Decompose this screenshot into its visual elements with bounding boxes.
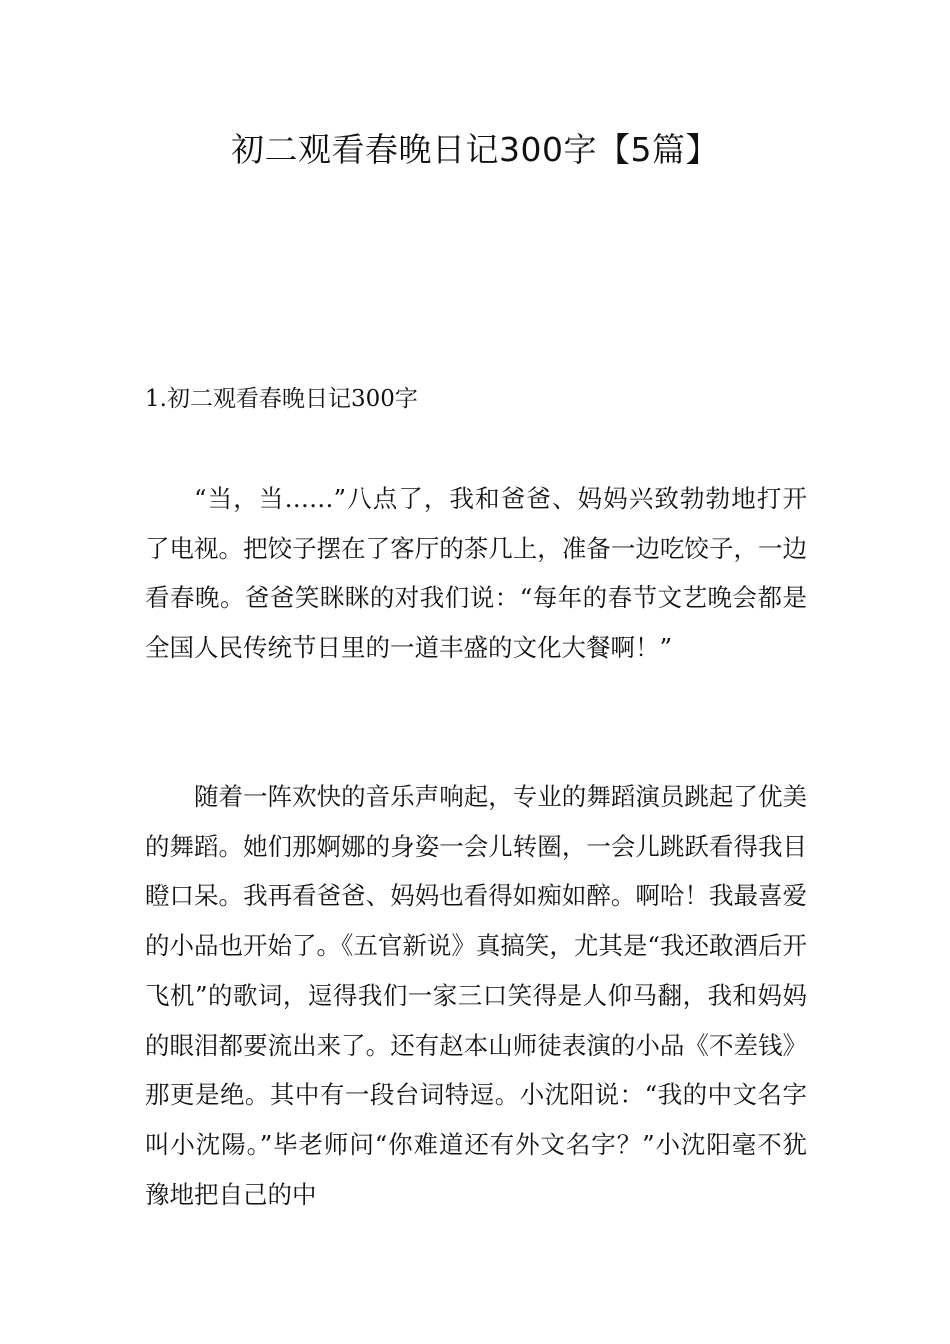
body-paragraph-1: “当，当……”八点了，我和爸爸、妈妈兴致勃勃地打开了电视。把饺子摆在了客厅的茶几上，准备一边吃饺子，一边看春晚。爸爸笑眯眯的对我们说：“每年的春节文艺晚会都是全国人民传统节日里的一道丰盛的文化大餐啊！” <box>145 484 807 663</box>
body-paragraph-2: 随着一阵欢快的音乐声响起，专业的舞蹈演员跳起了优美的舞蹈。她们那婀娜的身姿一会儿转圈，一会儿跳跃看得我目瞪口呆。我再看爸爸、妈妈也看得如痴如醉。啊哈！我最喜爱的小品也开始了。《五官新说》真搞笑，尤其是“我还敢酒后开飞机”的歌词，逗得我们一家三口笑得是人仰马翻，我和妈妈的眼泪都要流出来了。还有赵本山师徒表演的小品《不差钱》那更是绝。其中有一段台词特逗。小沈阳说：“我的中文名字叫小沈陽。”毕老师问“你难道还有外文名字？”小沈阳毫不犹豫地把自己的中 <box>145 782 807 1209</box>
document-title: 初二观看春晚日记300字【5篇】 <box>231 130 719 169</box>
section-heading: 1.初二观看春晚日记300字 <box>145 386 418 412</box>
